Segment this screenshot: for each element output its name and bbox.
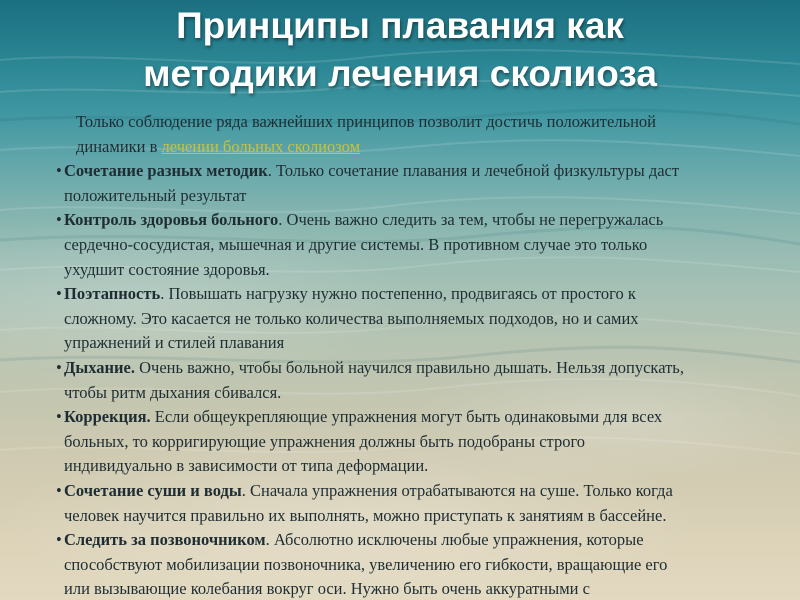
principle-text-line: положительный результат [64, 185, 247, 205]
principle-heading: Сочетание разных методик [64, 161, 268, 181]
bullet-icon: • [56, 530, 62, 550]
principle-text-line: больных, то корригирующие упражнения должны быть подобраны строго [64, 431, 586, 451]
intro-paragraph [62, 110, 800, 159]
principle-item [56, 528, 800, 600]
principle-heading: Следить за позвоночником [64, 530, 266, 550]
principle-item [56, 208, 800, 282]
bullet-icon: • [56, 480, 62, 500]
principle-item [56, 356, 800, 405]
bullet-icon: • [56, 407, 62, 427]
principle-heading: Сочетание суши и воды [64, 480, 242, 500]
principle-text: Если общеукрепляющие упражнения могут быть одинаковыми для всех [150, 407, 663, 427]
principle-text: . Только сочетание плавания и лечебной физкультуры даст [267, 161, 680, 181]
principle-first-line [64, 405, 800, 430]
intro-line-2 [62, 135, 800, 160]
scoliosis-treatment-link[interactable]: лечении больных сколиозом [161, 136, 361, 156]
principle-heading: Коррекция. [64, 407, 151, 427]
principle-text: . Очень важно следить за тем, чтобы не перегружалась [278, 210, 664, 230]
principle-first-line [64, 282, 800, 307]
principle-item [56, 479, 800, 528]
intro-line-1: Только соблюдение ряда важнейших принципов позволит достичь положительной [76, 112, 657, 131]
principle-text-line: сложному. Это касается не только количества выполняемых подходов, но и самих [64, 308, 639, 328]
principle-heading: Поэтапность [64, 284, 161, 304]
bullet-icon: • [56, 284, 62, 304]
bullet-icon: • [56, 357, 62, 377]
page-title [0, 2, 800, 98]
principle-text-line: сердечно-сосудистая, мышечная и другие системы. В противном случае это только [64, 234, 648, 254]
bullet-icon: • [56, 161, 62, 181]
principles-list [56, 159, 800, 600]
principle-heading: Дыхание. [64, 357, 135, 377]
principle-text-line: способствуют мобилизации позвоночника, увеличению его гибкости, вращающие его [64, 554, 668, 574]
principle-text-line: упражнений и стилей плавания [64, 333, 285, 353]
principle-text: . Повышать нагрузку нужно постепенно, продвигаясь от простого к [160, 284, 636, 304]
title-line-1: Принципы плавания как [176, 5, 624, 46]
principle-first-line [64, 528, 800, 553]
principle-first-line [64, 208, 800, 233]
principle-text-line: индивидуально в зависимости от типа деформации. [64, 456, 429, 476]
title-line-2: методики лечения сколиоза [143, 53, 657, 94]
slide-body [56, 110, 800, 600]
principle-text-line: или вызывающие колебания вокруг оси. Нужно быть очень аккуратными с [64, 579, 590, 599]
principle-text: . Сначала упражнения отрабатываются на суше. Только когда [241, 480, 673, 500]
intro-text: динамики в [76, 136, 162, 156]
principle-text: Очень важно, чтобы больной научился правильно дышать. Нельзя допускать, [134, 357, 684, 377]
principle-text-line: ухудшит состояние здоровья. [64, 259, 270, 279]
principle-text-line: человек научится правильно их выполнять, можно приступать к занятиям в бассейне. [64, 505, 667, 525]
principle-first-line [64, 356, 800, 381]
principle-first-line [64, 479, 800, 504]
principle-item [56, 159, 800, 208]
principle-text: . Абсолютно исключены любые упражнения, которые [265, 530, 644, 550]
principle-item [56, 405, 800, 479]
principle-first-line [64, 159, 800, 184]
principle-heading: Контроль здоровья больного [64, 210, 279, 230]
principle-text-line: чтобы ритм дыхания сбивался. [64, 382, 282, 402]
bullet-icon: • [56, 210, 62, 230]
principle-item [56, 282, 800, 356]
